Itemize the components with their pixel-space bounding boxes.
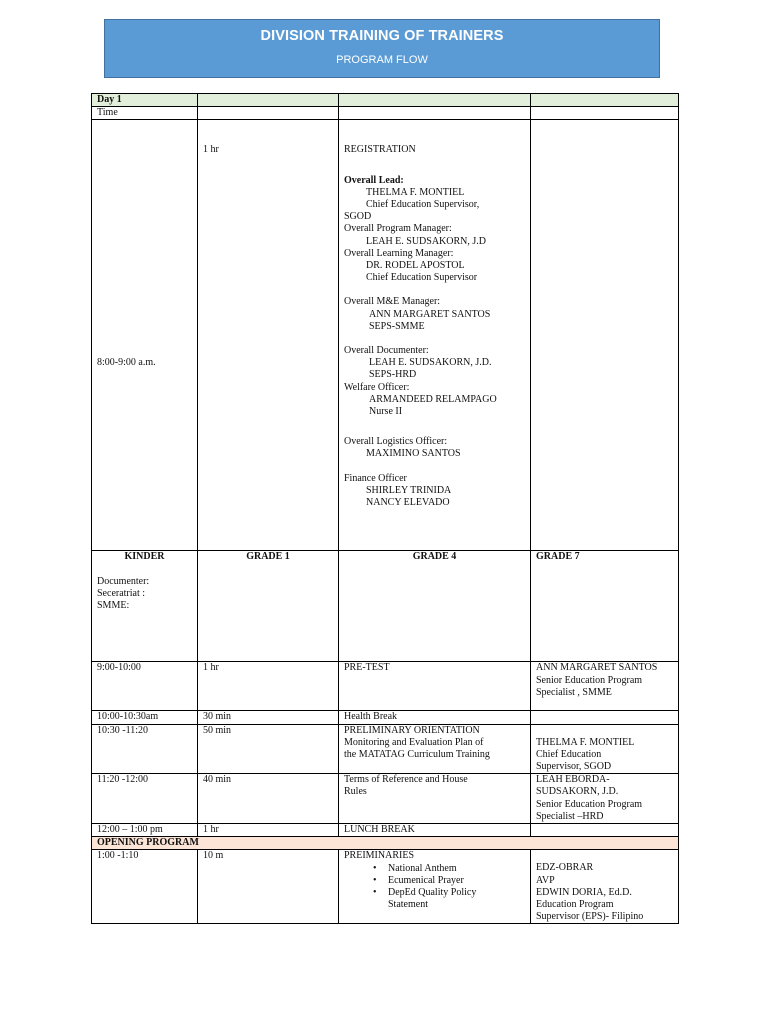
schedule-row-health-break: 10:00-10:30am 30 min Health Break <box>92 711 679 724</box>
terms-facilitator: LEAH EBORDA- SUDSAKORN, J.D. Senior Education Program Specialist –HRD <box>531 774 679 824</box>
schedule-row-preliminaries: 1:00 -1:10 10 m PREIMINARIES • National Anthem • Ecumenical Prayer • DepEd Quality Policy Statement EDZ-OBRAR AVP EDWIN DORIA, Ed.D. Education Program Supervisor (EPS)- Filipino <box>92 850 679 924</box>
orientation-facilitator: THELMA F. MONTIEL Chief Education Supervisor, SGOD <box>531 724 679 774</box>
schedule-row-terms: 11:20 -12:00 40 min Terms of Reference and House Rules LEAH EBORDA- SUDSAKORN, J.D. Senior Education Program Specialist –HRD <box>92 774 679 824</box>
program-flow-table <box>91 93 679 924</box>
document-header-banner <box>104 19 660 78</box>
grade4-header: GRADE 4 <box>339 551 531 662</box>
registration-time: 8:00-9:00 a.m. <box>92 120 198 551</box>
list-item: • Ecumenical Prayer <box>376 875 525 887</box>
pretest-facilitator: ANN MARGARET SANTOS Senior Education Program Specialist , SMME <box>531 662 679 711</box>
document-title: DIVISION TRAINING OF TRAINERS <box>260 28 504 44</box>
preliminaries-facilitator: EDZ-OBRAR AVP EDWIN DORIA, Ed.D. Education Program Supervisor (EPS)- Filipino <box>531 850 679 924</box>
opening-program-label: OPENING PROGRAM <box>92 837 679 850</box>
registration-row <box>92 120 679 551</box>
schedule-row-orientation: 10:30 -11:20 50 min PRELIMINARY ORIENTATION Monitoring and Evaluation Plan of the MATATAG Curriculum Training THELMA F. MONTIEL Chief Education Supervisor, SGOD <box>92 724 679 774</box>
schedule-row-lunch: 12:00 – 1:00 pm 1 hr LUNCH BREAK <box>92 824 679 837</box>
registration-duration: 1 hr <box>198 120 339 551</box>
schedule-row-pretest: 9:00-10:00 1 hr PRE-TEST ANN MARGARET SANTOS Senior Education Program Specialist , SMME <box>92 662 679 711</box>
opening-program-row <box>92 837 679 850</box>
time-header: Time <box>92 107 198 120</box>
document-subtitle: PROGRAM FLOW <box>336 54 428 66</box>
time-header-row <box>92 107 679 120</box>
grade7-header: GRADE 7 <box>531 551 679 662</box>
registration-details: REGISTRATION Overall Lead: THELMA F. MONTIEL Chief Education Supervisor, SGOD Overall Program Manager: LEAH E. SUDSAKORN, J.D Overall Learning Manager: DR. RODEL APOSTOL Chief Education Supervisor Overall M&E Manager: ANN MARGARET SANTOS SEPS-SMME Overall Documenter: LEAH E. SUDSAKORN, J.D. SEPS-HRD Welfare Officer: ARMANDEED RELAMPAGO Nurse II Overall Logistics Officer: MAXIMINO SANTOS Finance Officer SHIRLEY TRINIDA NANCY ELEVADO <box>339 120 531 551</box>
terms-activity: Terms of Reference and House Rules <box>339 774 531 824</box>
preliminaries-list <box>344 863 525 900</box>
list-item: • National Anthem <box>376 863 525 875</box>
kinder-header: KINDER <box>124 551 165 563</box>
orientation-activity: PRELIMINARY ORIENTATION Monitoring and Evaluation Plan of the MATATAG Curriculum Training <box>339 724 531 774</box>
grade1-header: GRADE 1 <box>198 551 339 662</box>
day-row <box>92 94 679 107</box>
overall-lead-label: Overall Lead: <box>344 174 404 186</box>
preliminaries-activity: PREIMINARIES • National Anthem • Ecumenical Prayer • DepEd Quality Policy Statement <box>339 850 531 924</box>
registration-activity: REGISTRATION <box>344 144 416 156</box>
list-item: • DepEd Quality Policy <box>376 887 525 899</box>
day-label: Day 1 <box>92 94 198 107</box>
grade-header-row <box>92 551 679 662</box>
kinder-cell: KINDER Documenter: Seceratriat : SMME: <box>92 551 198 662</box>
